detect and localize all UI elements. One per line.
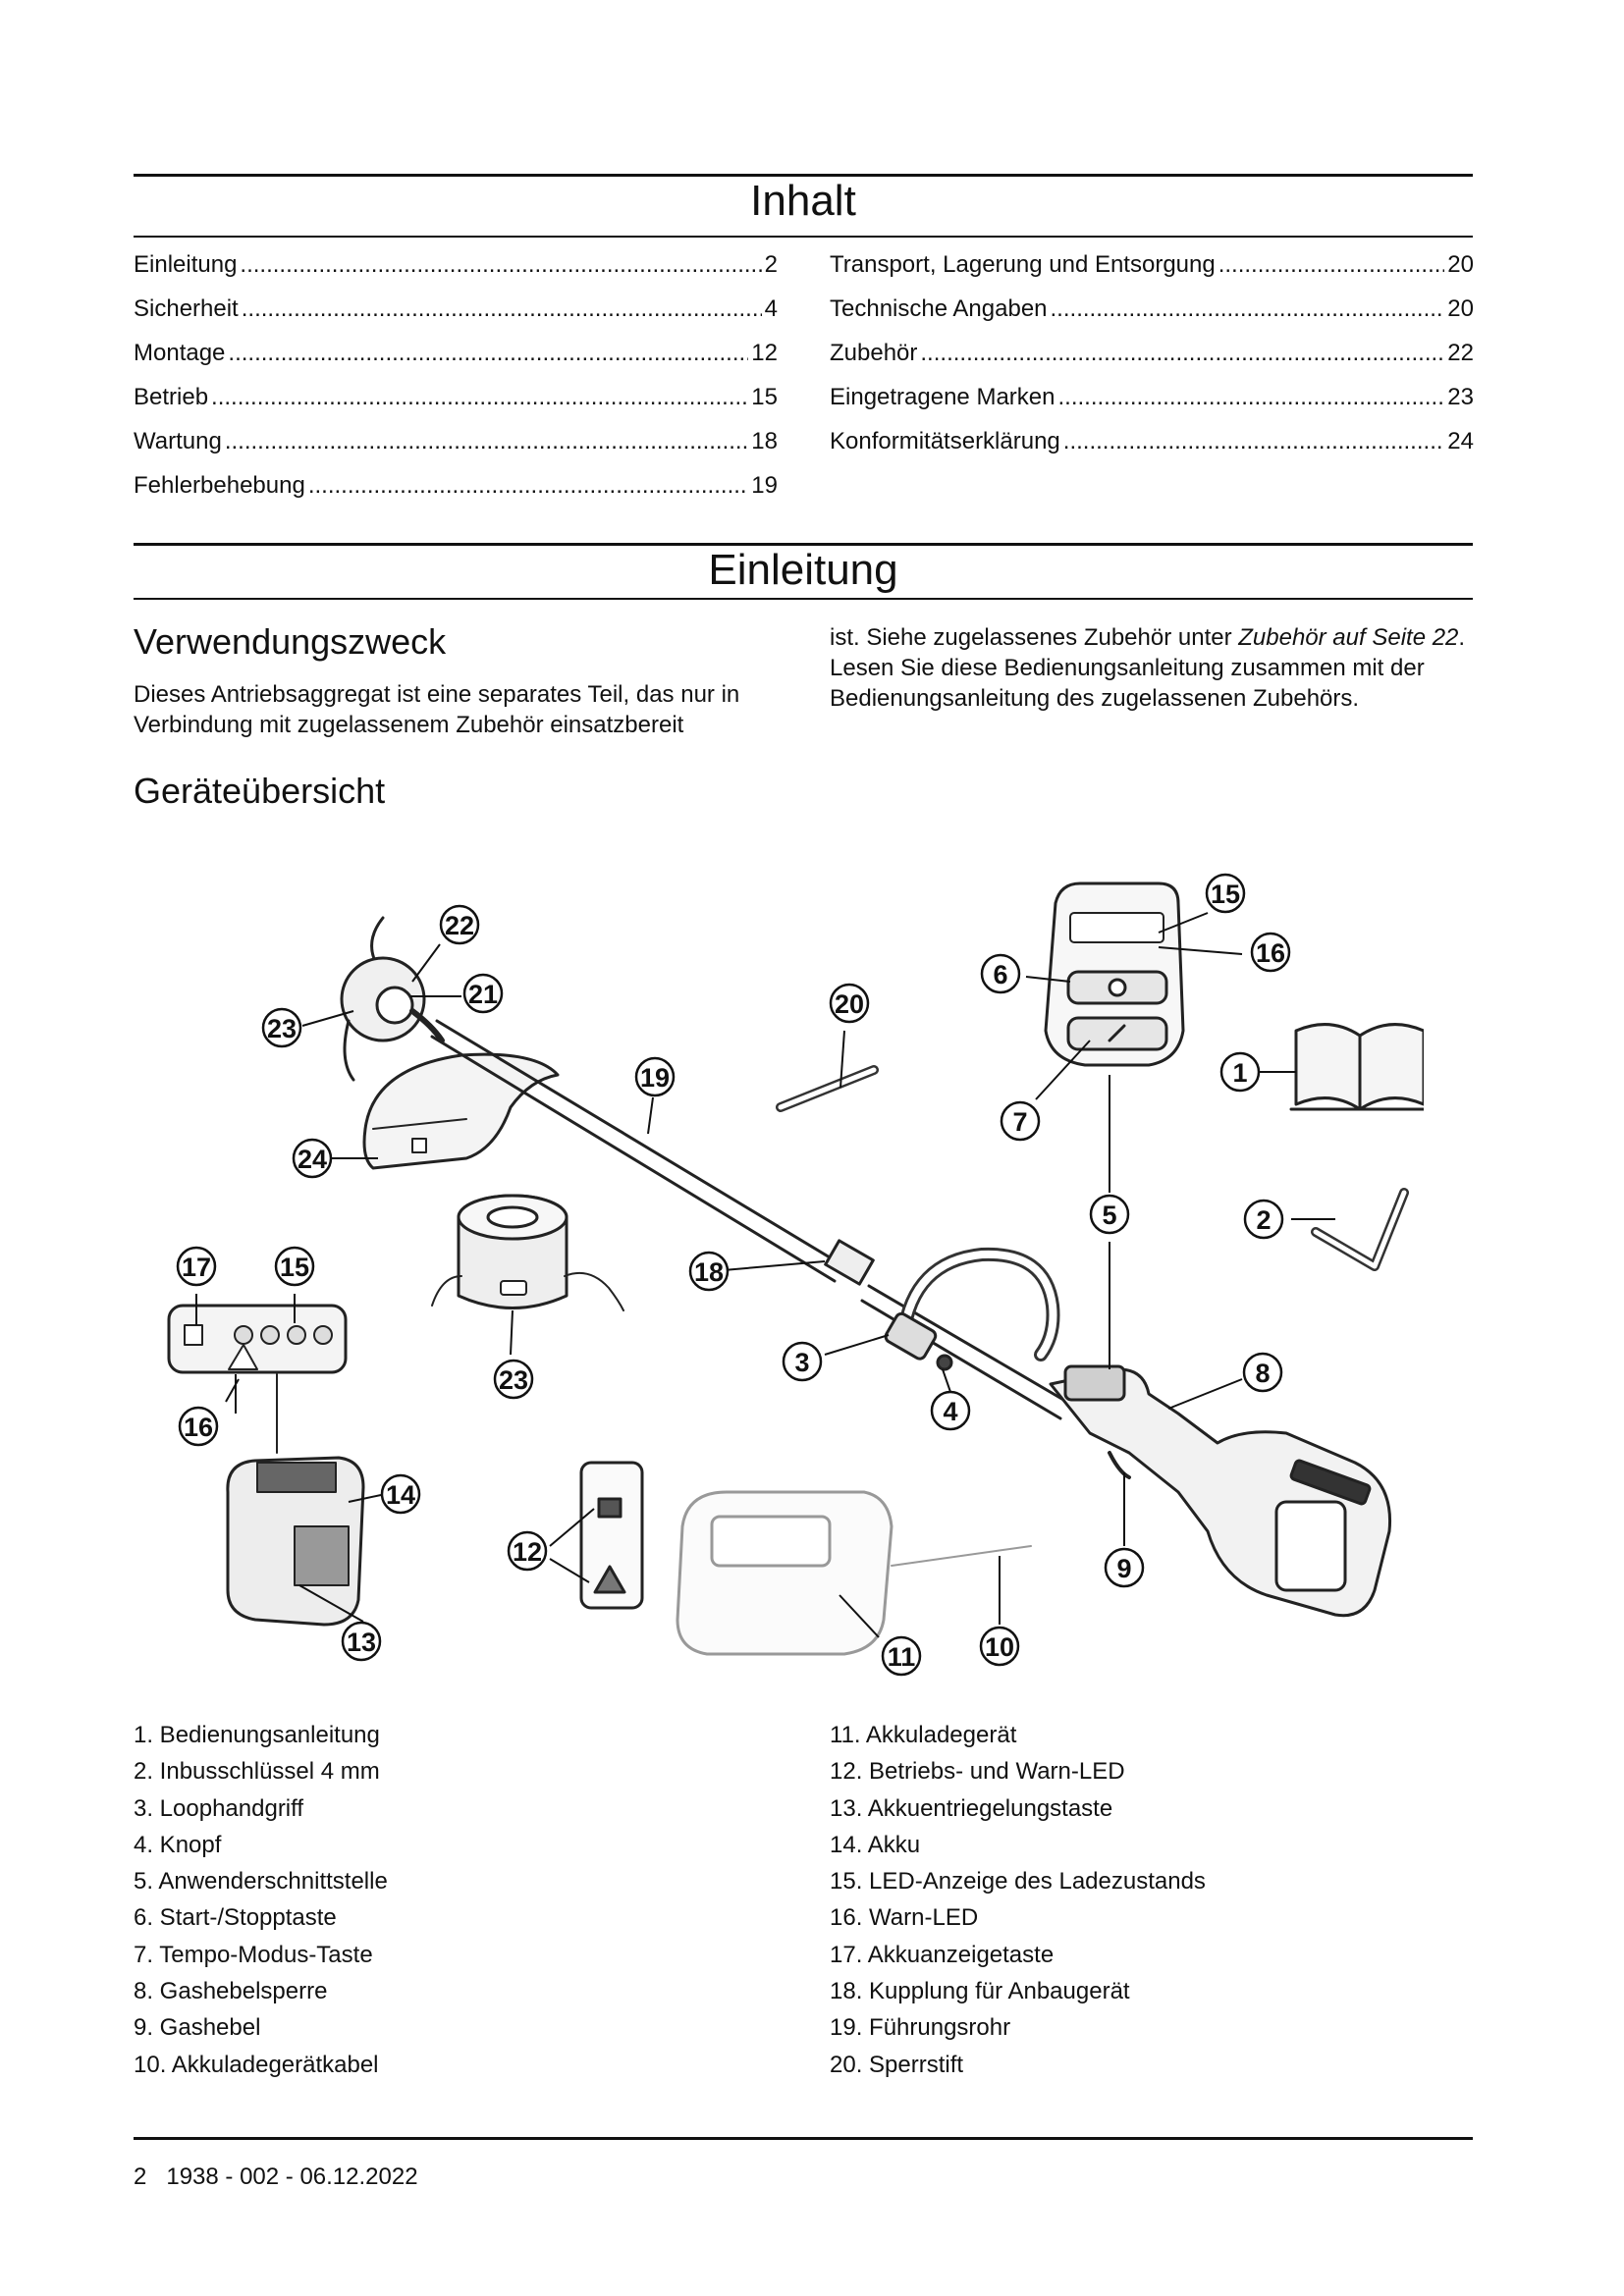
svg-text:15: 15 bbox=[1210, 880, 1241, 909]
callout-23-head bbox=[263, 1009, 300, 1046]
toc-entry[interactable]: Fehlerbehebung ..... 19 bbox=[134, 472, 778, 516]
svg-text:16: 16 bbox=[183, 1413, 214, 1442]
legend-item: 4. Knopf bbox=[134, 1831, 222, 1858]
svg-text:9: 9 bbox=[1116, 1554, 1132, 1583]
svg-text:17: 17 bbox=[181, 1253, 212, 1282]
callout-7 bbox=[1001, 1102, 1039, 1140]
intro-title: Einleitung bbox=[708, 546, 898, 594]
toc-entry[interactable]: Einleitung ..... 2 bbox=[134, 251, 778, 295]
svg-text:7: 7 bbox=[1012, 1107, 1028, 1137]
rear-handle-illustration bbox=[1051, 1366, 1390, 1616]
cross-reference-link[interactable]: Zubehör auf Seite 22 bbox=[1238, 624, 1459, 651]
trimmer-head-illustration bbox=[342, 918, 558, 1168]
legend-item: 8. Gashebelsperre bbox=[134, 1978, 328, 2005]
legend-item: 15. LED-Anzeige des Ladezustands bbox=[830, 1868, 1206, 1896]
svg-text:6: 6 bbox=[993, 960, 1008, 989]
product-overview-diagram bbox=[147, 854, 1424, 1698]
callout-23-detail bbox=[495, 1361, 532, 1398]
callout-24 bbox=[294, 1140, 331, 1177]
toc-entry[interactable]: Wartung ..... 18 bbox=[134, 428, 778, 472]
legend-item: 20. Sperrstift bbox=[830, 2051, 964, 2078]
toc-entry[interactable]: Technische Angaben ..... 20 bbox=[830, 295, 1474, 340]
callout-16-battery bbox=[180, 1408, 217, 1445]
svg-text:20: 20 bbox=[834, 989, 865, 1019]
callout-14 bbox=[382, 1475, 419, 1513]
locking-pin-illustration bbox=[781, 1070, 874, 1107]
manual-book-illustration bbox=[1291, 1025, 1424, 1109]
callout-16-ui bbox=[1252, 934, 1289, 971]
svg-text:3: 3 bbox=[794, 1348, 810, 1377]
legend-item: 7. Tempo-Modus-Taste bbox=[134, 1941, 373, 1968]
toc-entry[interactable]: Sicherheit ..... 4 bbox=[134, 295, 778, 340]
callout-11 bbox=[883, 1637, 920, 1675]
callout-2 bbox=[1245, 1201, 1282, 1238]
legend-item: 19. Führungsrohr bbox=[830, 2014, 1011, 2042]
svg-text:14: 14 bbox=[385, 1480, 416, 1510]
callout-15-ui bbox=[1207, 875, 1244, 912]
svg-text:18: 18 bbox=[693, 1257, 725, 1287]
rule-toc-bottom bbox=[134, 236, 1473, 238]
toc-entry[interactable]: Konformitätserklärung ..... 24 bbox=[830, 428, 1474, 472]
legend-right bbox=[830, 1722, 1478, 2088]
svg-text:24: 24 bbox=[297, 1145, 328, 1174]
legend-item: 12. Betriebs- und Warn-LED bbox=[830, 1758, 1125, 1786]
svg-text:11: 11 bbox=[887, 1642, 916, 1672]
callout-3 bbox=[784, 1343, 821, 1380]
legend-item: 2. Inbusschlüssel 4 mm bbox=[134, 1758, 380, 1786]
callout-21 bbox=[464, 975, 502, 1012]
legend-item: 14. Akku bbox=[830, 1831, 921, 1858]
toc-entry[interactable]: Transport, Lagerung und Entsorgung ..... 20 bbox=[830, 251, 1474, 295]
callout-5 bbox=[1091, 1196, 1128, 1233]
rule-footer bbox=[134, 2137, 1473, 2140]
svg-text:10: 10 bbox=[984, 1632, 1015, 1662]
callout-17 bbox=[178, 1248, 215, 1285]
legend-item: 6. Start-/Stopptaste bbox=[134, 1904, 337, 1932]
section-heading-overview: Geräteübersicht bbox=[134, 771, 386, 811]
toc-left-column bbox=[134, 251, 778, 516]
callout-18 bbox=[690, 1253, 728, 1290]
callout-12 bbox=[509, 1532, 546, 1570]
legend-item: 1. Bedienungsanleitung bbox=[134, 1722, 380, 1748]
toc-right-column bbox=[830, 251, 1474, 472]
legend-item: 9. Gashebel bbox=[134, 2014, 261, 2042]
loop-handle-illustration bbox=[884, 1255, 1054, 1369]
user-interface-detail bbox=[1046, 883, 1183, 1065]
battery-pack-illustration bbox=[228, 1458, 363, 1625]
legend-item: 17. Akkuanzeigetaste bbox=[830, 1941, 1055, 1968]
legend-item: 5. Anwenderschnittstelle bbox=[134, 1868, 388, 1896]
legend-item: 3. Loophandgriff bbox=[134, 1794, 304, 1822]
callout-1 bbox=[1221, 1053, 1259, 1091]
callout-19 bbox=[636, 1058, 674, 1095]
svg-text:8: 8 bbox=[1255, 1359, 1271, 1388]
svg-text:2: 2 bbox=[1256, 1205, 1272, 1235]
legend-item: 16. Warn-LED bbox=[830, 1904, 979, 1932]
svg-text:22: 22 bbox=[444, 911, 475, 940]
svg-text:12: 12 bbox=[512, 1537, 543, 1567]
callout-4 bbox=[932, 1392, 969, 1429]
svg-text:13: 13 bbox=[346, 1628, 377, 1657]
callout-8 bbox=[1244, 1354, 1281, 1391]
purpose-text-left: Dieses Antriebsaggregat ist eine separates Teil, das nur in Verbindung mit zugelassenem Zubehör einsatzbereit bbox=[134, 681, 740, 738]
charger-illustration bbox=[677, 1492, 1031, 1654]
led-detail-panel bbox=[581, 1463, 642, 1608]
callout-20 bbox=[831, 985, 868, 1022]
legend-item: 13. Akkuentriegelungstaste bbox=[830, 1794, 1113, 1822]
svg-text:21: 21 bbox=[467, 980, 499, 1009]
purpose-text-right: ist. Siehe zugelassenes Zubehör unter Zubehör auf Seite 22. Lesen Sie diese Bedienungsanleitung zusammen mit der Bedienungsanleitung des zugelassenen Zubehörs. bbox=[830, 624, 1466, 712]
callout-22 bbox=[441, 906, 478, 943]
rule-intro-bottom bbox=[134, 598, 1473, 600]
callout-15-battery bbox=[276, 1248, 313, 1285]
toc-entry[interactable]: Montage ..... 12 bbox=[134, 340, 778, 384]
toc-entry[interactable]: Eingetragene Marken ..... 23 bbox=[830, 384, 1474, 428]
svg-text:19: 19 bbox=[639, 1063, 671, 1093]
svg-text:23: 23 bbox=[266, 1014, 298, 1043]
toc-entry[interactable]: Betrieb ..... 15 bbox=[134, 384, 778, 428]
footer-text: 2 1938 - 002 - 06.12.2022 bbox=[134, 2163, 418, 2190]
svg-text:1: 1 bbox=[1232, 1058, 1248, 1088]
allen-key-illustration bbox=[1316, 1193, 1404, 1266]
svg-text:23: 23 bbox=[498, 1365, 529, 1395]
section-heading-purpose: Verwendungszweck bbox=[134, 621, 447, 662]
legend-left bbox=[134, 1722, 782, 2088]
svg-text:16: 16 bbox=[1255, 938, 1286, 968]
trimmer-head-detail bbox=[432, 1196, 623, 1310]
callout-10 bbox=[981, 1628, 1018, 1665]
svg-text:5: 5 bbox=[1102, 1201, 1117, 1230]
callout-9 bbox=[1106, 1549, 1143, 1586]
svg-text:15: 15 bbox=[279, 1253, 310, 1282]
callout-13 bbox=[343, 1623, 380, 1660]
legend-item: 11. Akkuladegerät bbox=[830, 1722, 1017, 1748]
svg-text:4: 4 bbox=[943, 1397, 958, 1426]
callout-6 bbox=[982, 955, 1019, 992]
legend-item: 18. Kupplung für Anbaugerät bbox=[830, 1978, 1130, 2005]
legend-item: 10. Akkuladegerätkabel bbox=[134, 2051, 379, 2078]
toc-entry[interactable]: Zubehör ..... 22 bbox=[830, 340, 1474, 384]
toc-title: Inhalt bbox=[750, 177, 856, 225]
